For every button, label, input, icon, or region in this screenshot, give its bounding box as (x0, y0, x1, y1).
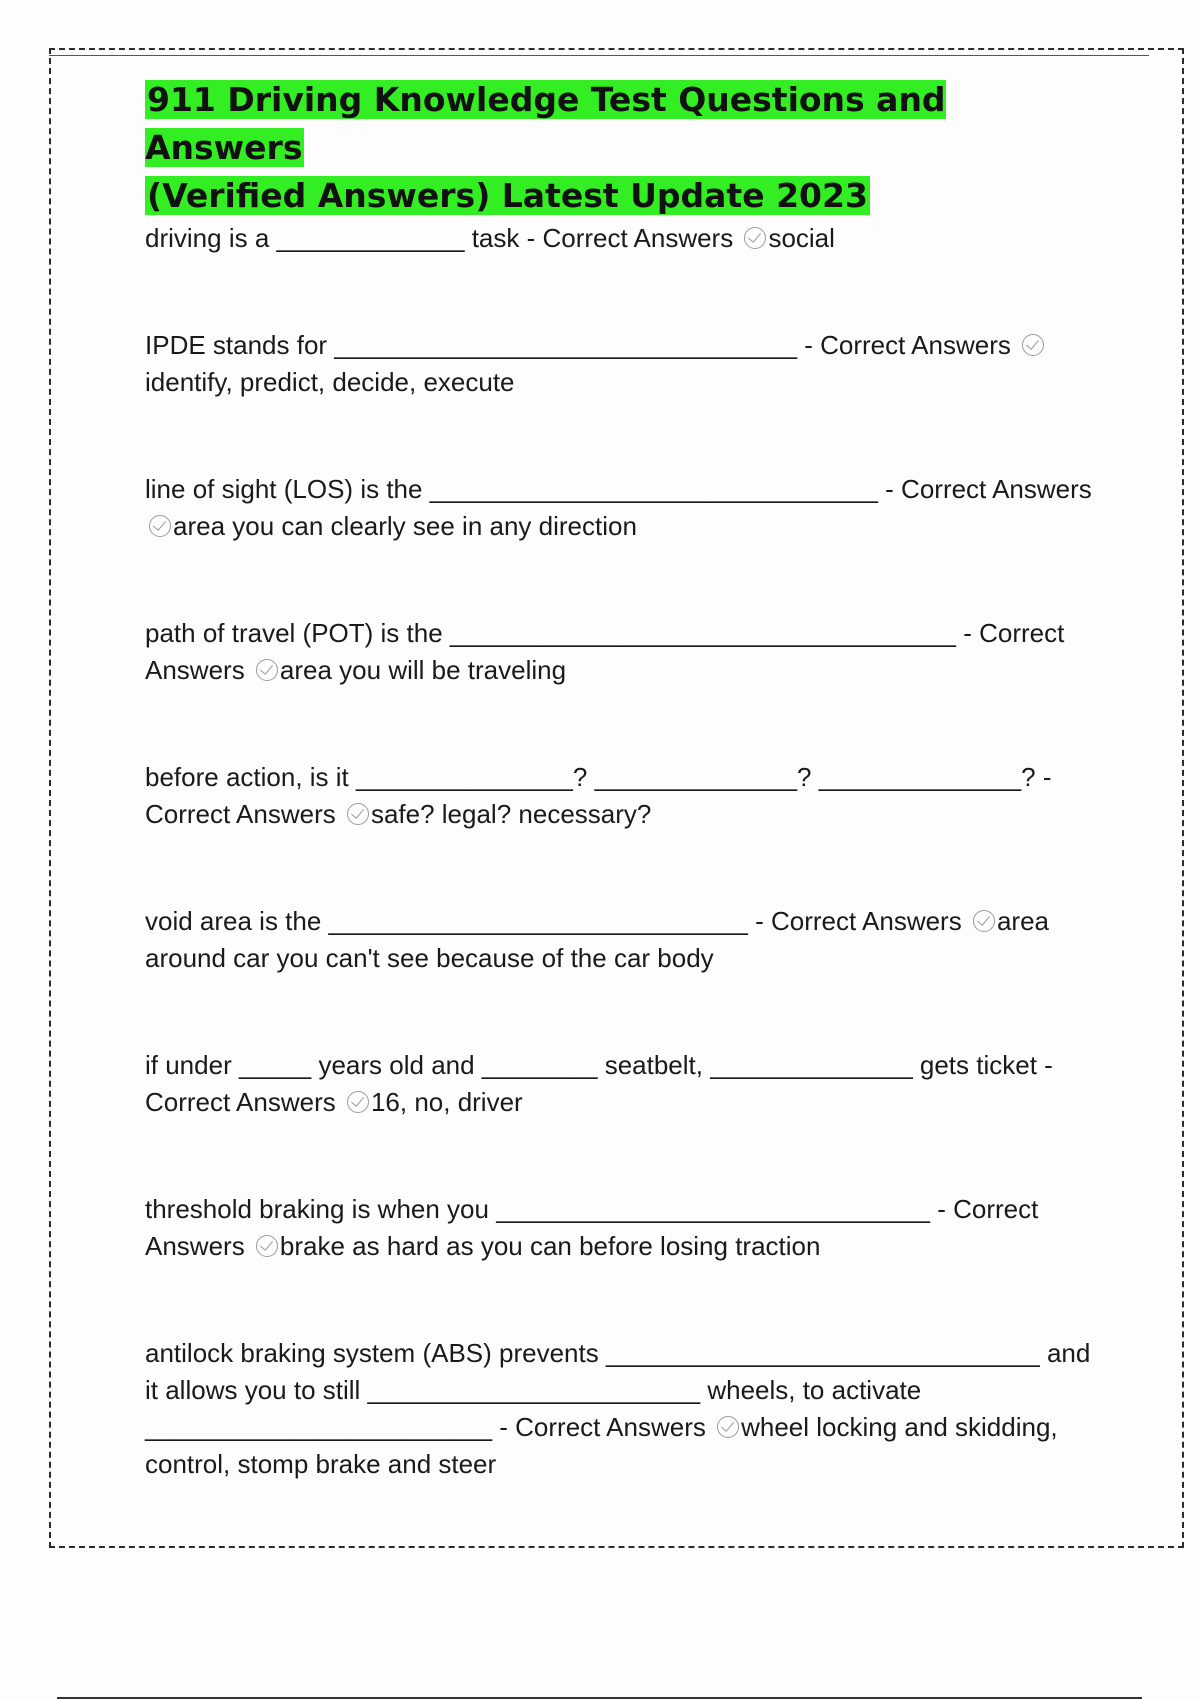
question-text: antilock braking system (ABS) prevents ______________________________ and it allows you to still _______________________ wheels, to activate ________________________ - Correct Answers (145, 1338, 1091, 1442)
check-circle-icon (256, 1235, 278, 1257)
check-circle-icon (347, 803, 369, 825)
document-body (145, 76, 1095, 1483)
answer-text: 16, no, driver (370, 1087, 523, 1117)
question-text: line of sight (LOS) is the _______________________________ - Correct Answers (145, 474, 1092, 504)
qa-item-4 (145, 615, 1095, 689)
check-circle-icon (149, 515, 171, 537)
answer-text: identify, predict, decide, execute (145, 367, 515, 397)
answer-text: area around car you can't see because of the car body (145, 906, 1049, 973)
qa-item-2 (145, 327, 1095, 401)
question-text: if under _____ years old and ________ seatbelt, ______________ gets ticket - Correct Answers (145, 1050, 1053, 1117)
qa-item-6 (145, 903, 1095, 977)
answer-text: safe? legal? necessary? (370, 799, 652, 829)
qa-item-9 (145, 1335, 1095, 1483)
title-line-1: 911 Driving Knowledge Test Questions and Answers (145, 80, 946, 167)
question-text: void area is the _____________________________ - Correct Answers (145, 906, 969, 936)
check-circle-icon (744, 227, 766, 249)
answer-text: brake as hard as you can before losing traction (279, 1231, 821, 1261)
document-title (145, 76, 1095, 220)
question-text: IPDE stands for ________________________________ - Correct Answers (145, 330, 1019, 360)
question-text: threshold braking is when you ______________________________ - Correct Answers (145, 1194, 1039, 1261)
check-circle-icon (717, 1416, 739, 1438)
answer-text: social (768, 223, 835, 253)
check-circle-icon (973, 910, 995, 932)
answer-text: area you can clearly see in any direction (173, 511, 637, 541)
qa-item-7 (145, 1047, 1095, 1121)
check-circle-icon (256, 659, 278, 681)
qa-item-3 (145, 471, 1095, 545)
qa-item-5 (145, 759, 1095, 833)
footer-rule (57, 1697, 1142, 1699)
question-text: driving is a _____________ task - Correct Answers (145, 223, 741, 253)
question-text: before action, is it _______________? ______________? ______________? - Correct Answers (145, 762, 1052, 829)
check-circle-icon (1022, 334, 1044, 356)
qa-item-1 (145, 220, 1095, 257)
answer-text: area you will be traveling (279, 655, 567, 685)
qa-item-8 (145, 1191, 1095, 1265)
title-line-2: (Verified Answers) Latest Update 2023 (147, 176, 868, 215)
answer-text: wheel locking and skidding, control, stomp brake and steer (145, 1412, 1058, 1479)
question-text: path of travel (POT) is the ___________________________________ - Correct Answers (145, 618, 1065, 685)
check-circle-icon (347, 1091, 369, 1113)
